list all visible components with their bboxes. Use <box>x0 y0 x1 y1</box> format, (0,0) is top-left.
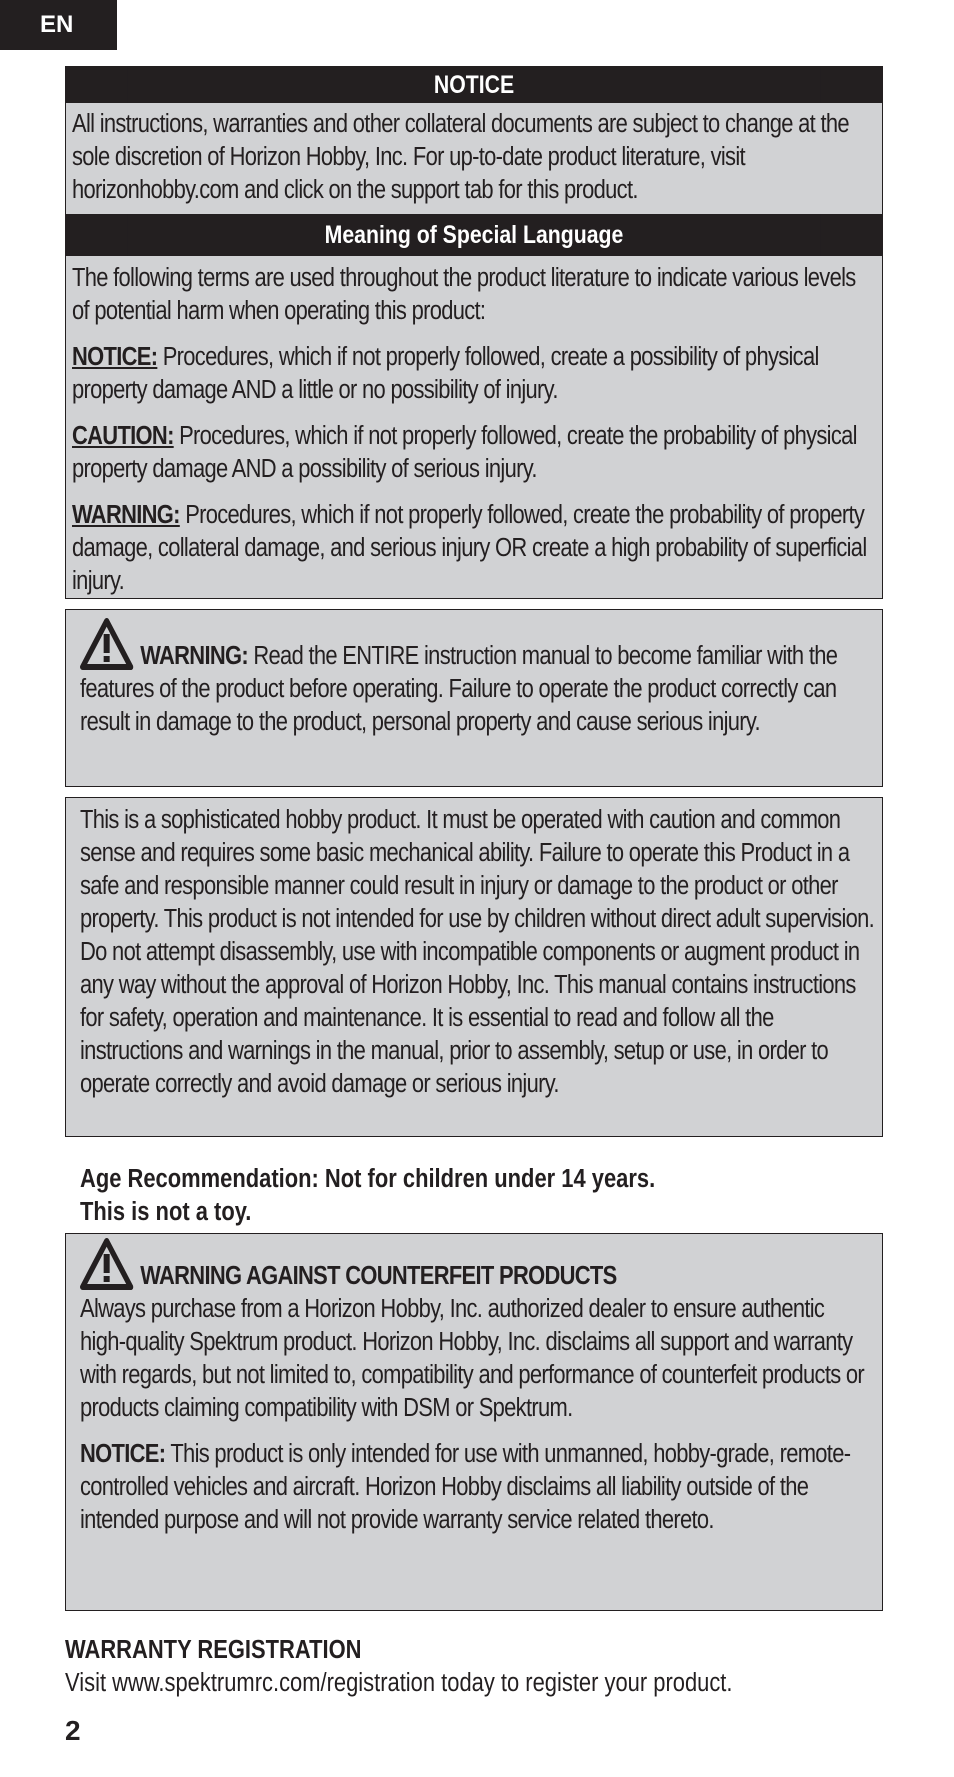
warning-manual-box <box>65 609 883 787</box>
warranty-registration-title <box>65 1636 410 1665</box>
warranty-registration-text <box>65 1669 841 1698</box>
product-caution-box <box>65 797 883 1137</box>
meaning-intro: The following terms are used throughout the product literature to indicate various levels of potential harm when operating this product: <box>72 264 856 325</box>
warning-definition-text: Procedures, which if not properly followed, create the probability of property damage, collateral damage, and serious injury OR create a high probability of superficial injury. <box>72 501 867 595</box>
notice-body <box>66 103 882 214</box>
product-caution-text: This is a sophisticated hobby product. It must be operated with caution and common sense and requires some basic mechanical ability. Failure to operate this Product in a safe and responsible manner could result in injury or damage to the product or other property. This product is not intended for use by children without direct adult supervision. Do not attempt disassembly, use with incompatible components or augment product in any way without the approval of Horizon Hobby, Inc. This manual contains instructions for safety, operation and maintenance. It is essential to read and follow all the instructions and warnings in the manual, prior to assembly, setup or use, in order to operate correctly and avoid damage or serious injury. <box>80 806 875 1098</box>
meaning-body <box>66 256 882 604</box>
caution-definition <box>72 420 874 486</box>
counterfeit-heading <box>80 1238 874 1293</box>
notice-title: NOTICE <box>127 67 821 103</box>
counterfeit-notice-label: NOTICE: <box>80 1440 166 1468</box>
counterfeit-title: WARNING AGAINST COUNTERFEIT PRODUCTS <box>140 1262 617 1290</box>
warranty-text-content: Visit www.spektrumrc.com/registration today to register your product. <box>65 1669 733 1697</box>
counterfeit-text: Always purchase from a Horizon Hobby, Inc. authorized dealer to ensure authentic high-quality Spektrum product. Horizon Hobby, Inc. disclaims all support and warranty with regards, but not limited to, compatibility and performance of counterfeit products or products claiming compatibility with DSM or Spektrum. <box>80 1295 865 1422</box>
meaning-title: Meaning of Special Language <box>127 214 821 256</box>
age-recommendation <box>80 1163 749 1229</box>
warranty-title-text: WARRANTY REGISTRATION <box>65 1636 362 1664</box>
age-line-2: This is not a toy. <box>80 1198 252 1226</box>
warning-triangle-icon <box>80 618 133 670</box>
warning-manual-text: Read the ENTIRE instruction manual to become familiar with the features of the product before operating. Failure to operate the product correctly can result in damage to the product, personal property and cause serious injury. <box>80 642 838 736</box>
notice-box <box>65 66 883 599</box>
notice-definition <box>72 341 874 407</box>
language-label: EN <box>40 11 74 38</box>
page-number: 2 <box>65 1715 81 1746</box>
caution-label: CAUTION: <box>72 422 174 450</box>
counterfeit-notice-text: This product is only intended for use with unmanned, hobby-grade, remote-controlled vehicles and aircraft. Horizon Hobby disclaims all liability outside of the intended purpose and will not provide warranty service related thereto. <box>80 1440 851 1534</box>
notice-label: NOTICE: <box>72 343 158 371</box>
counterfeit-notice <box>80 1438 874 1537</box>
warning-triangle-icon <box>80 1238 133 1290</box>
language-tab <box>0 0 117 50</box>
warning-label: WARNING: <box>72 501 180 529</box>
warning-manual-label: WARNING: <box>140 642 248 670</box>
age-line-1: Age Recommendation: Not for children under 14 years. <box>80 1165 656 1193</box>
notice-definition-text: Procedures, which if not properly followed, create a possibility of physical property damage AND a little or no possibility of injury. <box>72 343 819 404</box>
caution-definition-text: Procedures, which if not properly followed, create the probability of physical property damage AND a possibility of serious injury. <box>72 422 857 483</box>
notice-body-text: All instructions, warranties and other collateral documents are subject to change at the sole discretion of Horizon Hobby, Inc. For up-to-date product literature, visit horizonhobby.com and click on the support tab for this product. <box>72 110 849 204</box>
warning-definition <box>72 499 874 598</box>
counterfeit-box <box>65 1233 883 1611</box>
